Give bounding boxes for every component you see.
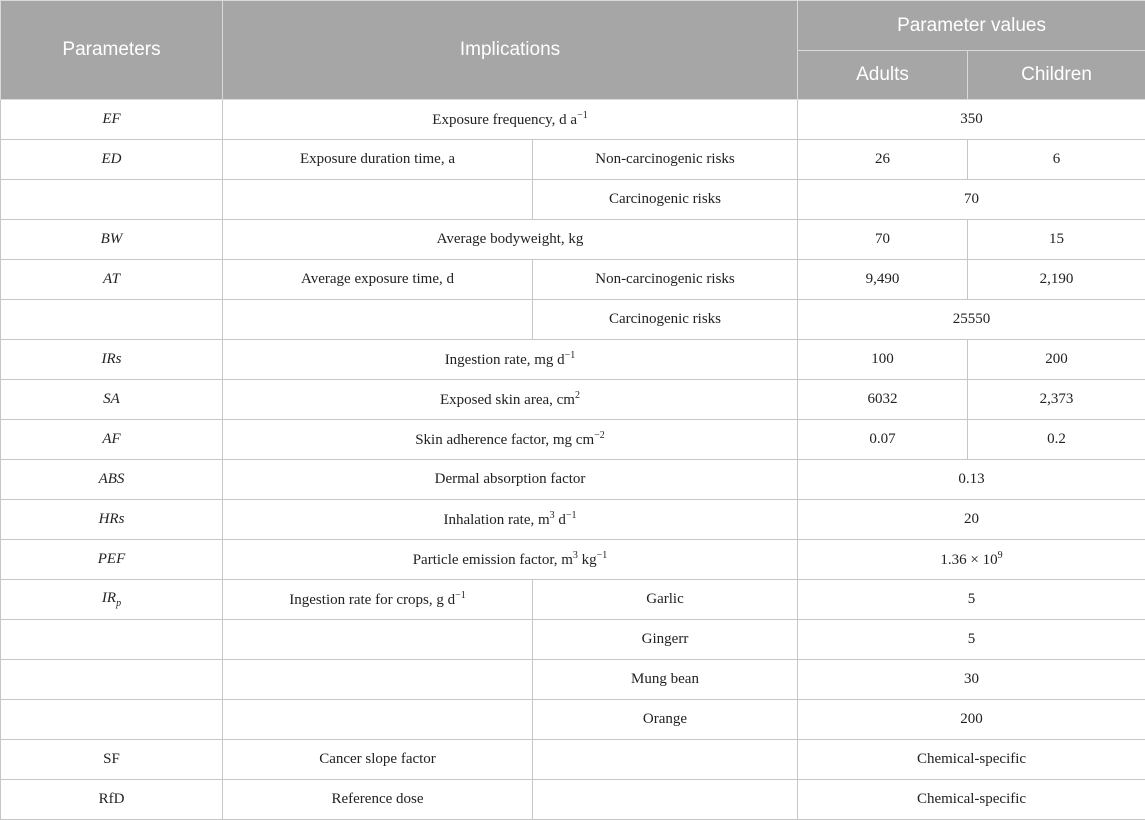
param-value-children: 2,373 xyxy=(968,380,1145,420)
table-row xyxy=(1,620,1145,660)
param-implication: Ingestion rate for crops, g $d^{-1}$ xyxy=(223,580,533,620)
param-subcategory: Gingerr xyxy=(533,620,798,660)
param-value: 5 xyxy=(798,620,1145,660)
param-symbol: AT xyxy=(1,260,223,300)
table-row xyxy=(1,380,1145,420)
param-value-adults: 6032 xyxy=(798,380,968,420)
param-value-children: 6 xyxy=(968,140,1145,180)
param-symbol: ED xyxy=(1,140,223,180)
param-symbol xyxy=(1,700,223,740)
param-subcategory xyxy=(533,780,798,820)
param-symbol: EF xyxy=(1,100,223,140)
table-row xyxy=(1,340,1145,380)
param-implication: Exposure duration time, a xyxy=(223,140,533,180)
param-implication: Inhalation rate, $m^3$ $d^{-1}$ xyxy=(223,500,798,540)
param-subcategory: Garlic xyxy=(533,580,798,620)
param-implication: Dermal absorption factor xyxy=(223,460,798,500)
param-implication xyxy=(223,660,533,700)
header-implications: Implications xyxy=(223,1,798,100)
param-subcategory: Mung bean xyxy=(533,660,798,700)
param-symbol: IRs xyxy=(1,340,223,380)
param-symbol: SF xyxy=(1,740,223,780)
param-implication: Exposed skin area, $cm^2$ xyxy=(223,380,798,420)
header-parameters: Parameters xyxy=(1,1,223,100)
table-row xyxy=(1,260,1145,300)
param-subcategory: Carcinogenic risks xyxy=(533,300,798,340)
table-row xyxy=(1,180,1145,220)
param-implication xyxy=(223,700,533,740)
header-row xyxy=(1,1,1145,51)
param-value-children: 2,190 xyxy=(968,260,1145,300)
param-value: 25550 xyxy=(798,300,1145,340)
param-value-children: 0.2 xyxy=(968,420,1145,460)
param-implication: Average bodyweight, kg xyxy=(223,220,798,260)
param-value: 5 xyxy=(798,580,1145,620)
param-subcategory: Non-carcinogenic risks xyxy=(533,260,798,300)
param-implication: Skin adherence factor, mg $cm^{-2}$ xyxy=(223,420,798,460)
param-symbol: BW xyxy=(1,220,223,260)
param-symbol xyxy=(1,660,223,700)
param-implication xyxy=(223,300,533,340)
param-value-adults: 100 xyxy=(798,340,968,380)
table-row xyxy=(1,700,1145,740)
table-row xyxy=(1,420,1145,460)
param-value: 20 xyxy=(798,500,1145,540)
table-row xyxy=(1,500,1145,540)
param-symbol xyxy=(1,300,223,340)
param-value: 70 xyxy=(798,180,1145,220)
param-value: 30 xyxy=(798,660,1145,700)
param-symbol xyxy=(1,620,223,660)
param-value: 0.13 xyxy=(798,460,1145,500)
param-symbol: AF xyxy=(1,420,223,460)
table-row xyxy=(1,100,1145,140)
param-value-adults: 9,490 xyxy=(798,260,968,300)
param-symbol: PEF xyxy=(1,540,223,580)
param-symbol: $IR_p$ xyxy=(1,580,223,620)
table-row xyxy=(1,220,1145,260)
param-implication xyxy=(223,620,533,660)
table-row xyxy=(1,780,1145,820)
param-value: $1.36 \times 10^9$ xyxy=(798,540,1145,580)
table-row xyxy=(1,580,1145,620)
param-value: 350 xyxy=(798,100,1145,140)
param-subcategory: Carcinogenic risks xyxy=(533,180,798,220)
param-value: 200 xyxy=(798,700,1145,740)
param-implication: Average exposure time, d xyxy=(223,260,533,300)
param-value-adults: 70 xyxy=(798,220,968,260)
table-row xyxy=(1,140,1145,180)
param-value-children: 15 xyxy=(968,220,1145,260)
param-implication: Cancer slope factor xyxy=(223,740,533,780)
table-row xyxy=(1,660,1145,700)
param-symbol: RfD xyxy=(1,780,223,820)
param-value-adults: 26 xyxy=(798,140,968,180)
param-implication: Exposure frequency, d $a^{-1}$ xyxy=(223,100,798,140)
table-row xyxy=(1,300,1145,340)
param-implication: Ingestion rate, mg $d^{-1}$ xyxy=(223,340,798,380)
param-symbol: HRs xyxy=(1,500,223,540)
table-row xyxy=(1,740,1145,780)
param-symbol: ABS xyxy=(1,460,223,500)
param-value: Chemical-specific xyxy=(798,780,1145,820)
param-value: Chemical-specific xyxy=(798,740,1145,780)
param-subcategory: Orange xyxy=(533,700,798,740)
table-row xyxy=(1,460,1145,500)
header-children: Children xyxy=(968,51,1145,100)
param-implication xyxy=(223,180,533,220)
param-value-children: 200 xyxy=(968,340,1145,380)
header-adults: Adults xyxy=(798,51,968,100)
param-value-adults: 0.07 xyxy=(798,420,968,460)
table-row xyxy=(1,540,1145,580)
param-implication: Particle emission factor, $m^3$ $kg^{-1}$ xyxy=(223,540,798,580)
param-symbol: SA xyxy=(1,380,223,420)
header-parameter-values: Parameter values xyxy=(798,1,1145,51)
param-subcategory xyxy=(533,740,798,780)
param-subcategory: Non-carcinogenic risks xyxy=(533,140,798,180)
param-symbol xyxy=(1,180,223,220)
param-implication: Reference dose xyxy=(223,780,533,820)
